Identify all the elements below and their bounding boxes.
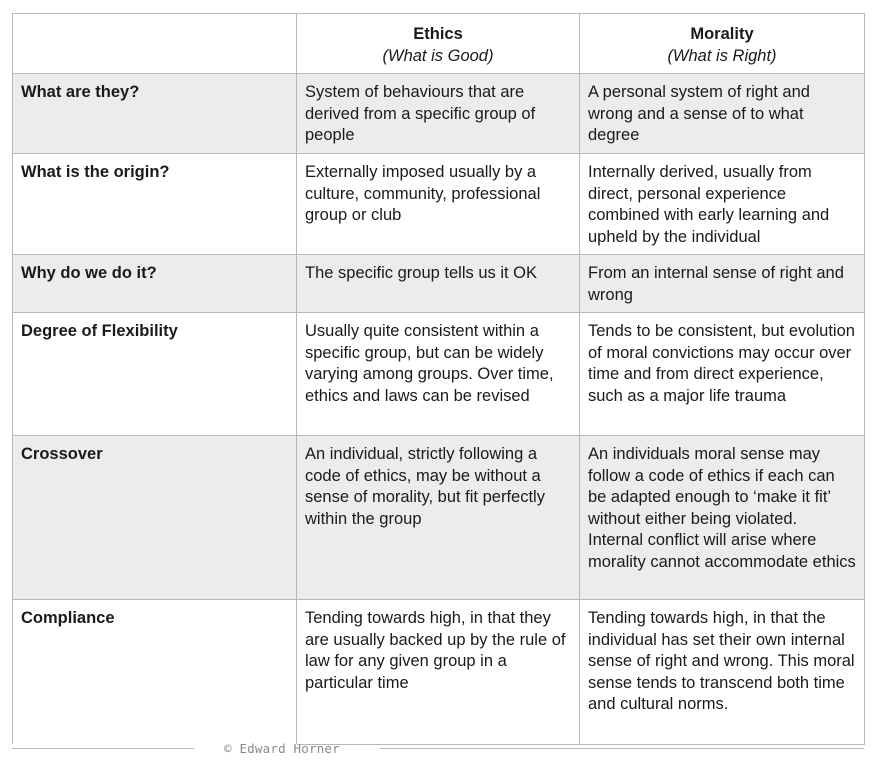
header-morality-subtitle: (What is Right) <box>667 46 777 65</box>
ethics-cell: Externally imposed usually by a culture, community, professional group or club <box>297 154 580 255</box>
morality-cell: From an internal sense of right and wrong <box>580 255 865 313</box>
row-label: Degree of Flexibility <box>13 313 297 436</box>
copyright-credit: © Edward Horner <box>224 741 340 756</box>
row-label: Crossover <box>13 436 297 600</box>
row-label: What are they? <box>13 74 297 154</box>
ethics-cell: The specific group tells us it OK <box>297 255 580 313</box>
table-row <box>13 74 865 154</box>
ethics-cell: Usually quite consistent within a specific group, but can be widely varying among groups. Over time, ethics and laws can be revised <box>297 313 580 436</box>
morality-cell: Tending towards high, in that the individual has set their own internal sense of right and wrong. This moral sense tends to transcend both time and cultural norms. <box>580 600 865 745</box>
table-row <box>13 313 865 436</box>
header-morality <box>580 14 865 74</box>
header-ethics-title: Ethics <box>413 25 463 43</box>
ethics-morality-table <box>12 13 865 745</box>
header-morality-title: Morality <box>690 25 754 43</box>
row-label: What is the origin? <box>13 154 297 255</box>
header-ethics-subtitle: (What is Good) <box>382 46 494 65</box>
row-label: Why do we do it? <box>13 255 297 313</box>
morality-cell: Internally derived, usually from direct, personal experience combined with early learning and upheld by the individual <box>580 154 865 255</box>
header-row <box>13 14 865 74</box>
header-ethics <box>297 14 580 74</box>
footer-rule-left <box>12 748 194 749</box>
table-row <box>13 600 865 745</box>
table-row <box>13 255 865 313</box>
morality-cell: A personal system of right and wrong and a sense of to what degree <box>580 74 865 154</box>
morality-cell: Tends to be consistent, but evolution of moral convictions may occur over time and from direct experience, such as a major life trauma <box>580 313 865 436</box>
ethics-cell: Tending towards high, in that they are usually backed up by the rule of law for any given group in a particular time <box>297 600 580 745</box>
ethics-cell: An individual, strictly following a code of ethics, may be without a sense of morality, but fit perfectly within the group <box>297 436 580 600</box>
table-row <box>13 436 865 600</box>
row-label: Compliance <box>13 600 297 745</box>
corner-cell <box>13 14 297 74</box>
morality-cell: An individuals moral sense may follow a code of ethics if each can be adapted enough to ‘make it fit’ without either being violated. Internal conflict will arise where morality cannot accommodate ethics <box>580 436 865 600</box>
table-row <box>13 154 865 255</box>
ethics-cell: System of behaviours that are derived from a specific group of people <box>297 74 580 154</box>
footer-rule-right <box>380 748 864 749</box>
